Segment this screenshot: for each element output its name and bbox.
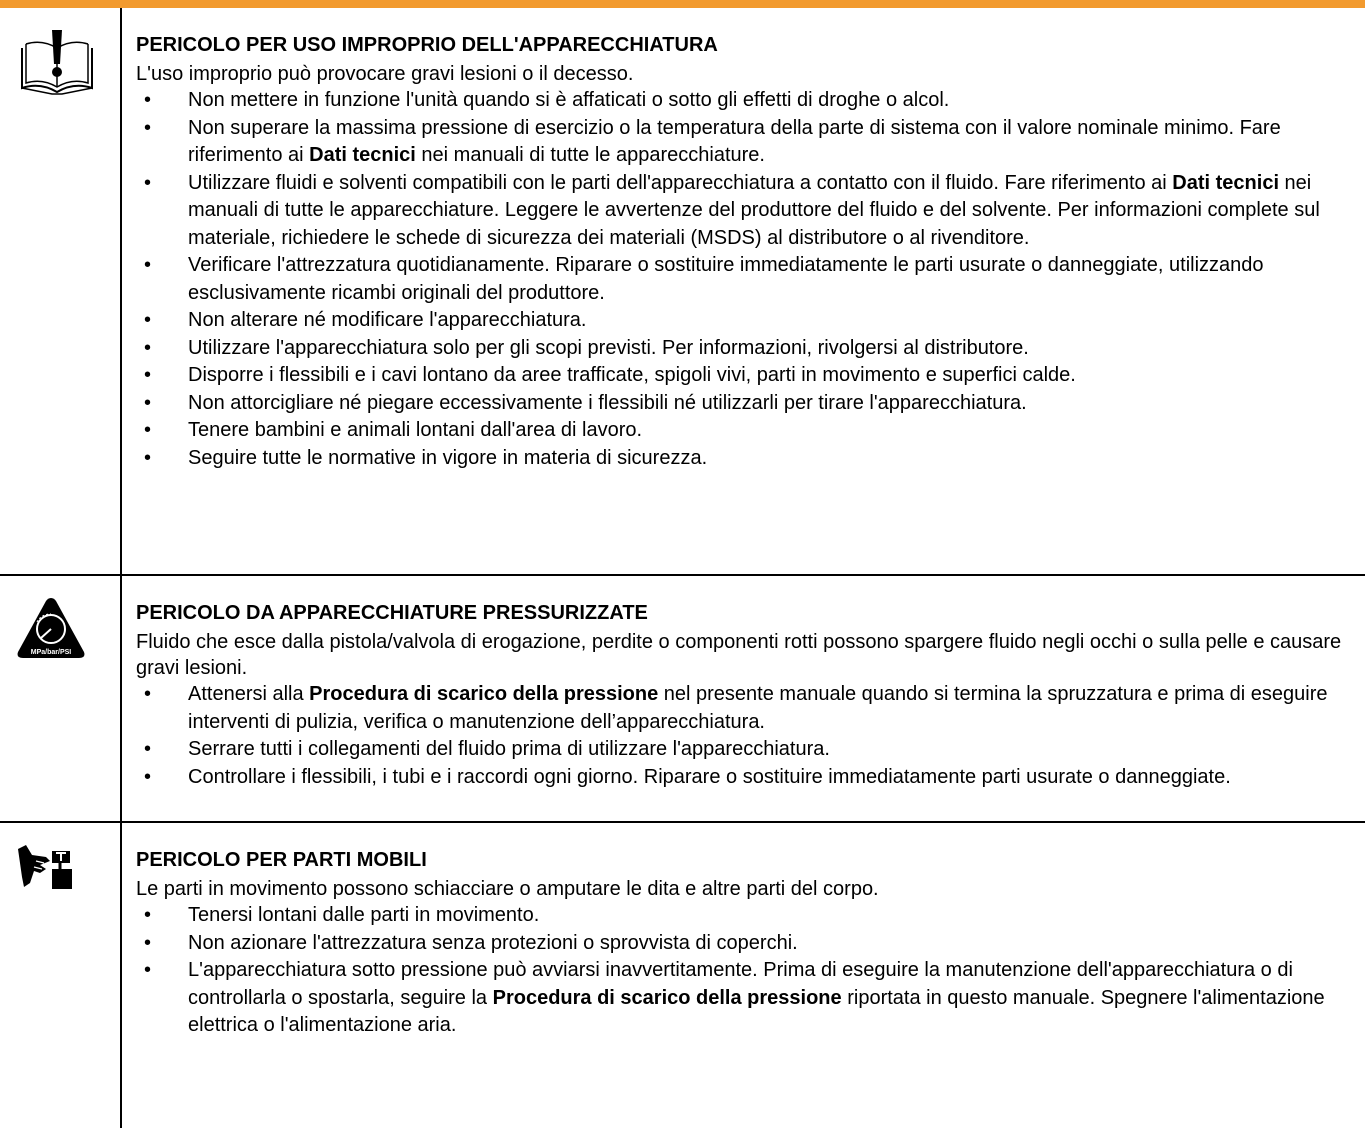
warning-row-moving-parts — [0, 822, 1365, 1128]
bullet-item: • Verificare l'attrezzatura quotidianamente. Riparare o sostituire immediatamente le parti usurate o danneggiate, utilizzando esclusivamente ricambi originali del produttore. — [136, 252, 1359, 307]
section-title: PERICOLO DA APPARECCHIATURE PRESSURIZZATE — [136, 602, 648, 624]
bullet-item: • Attenersi alla Procedura di scarico della pressione nel presente manuale quando si termina la spruzzatura e prima di eseguire interventi di pulizia, verifica o manutenzione dell’apparecchiatura. — [136, 681, 1359, 736]
icon-cell — [0, 822, 121, 1128]
text-cell — [121, 8, 1365, 575]
manual-read-warning-icon — [16, 28, 98, 98]
icon-cell — [0, 575, 121, 822]
bullet-item: • Non azionare l'attrezzatura senza protezioni o sprovvista di coperchi. — [136, 930, 1359, 958]
bullet-list — [136, 87, 1359, 472]
warning-row-misuse — [0, 8, 1365, 575]
bullet-item: • Seguire tutte le normative in vigore in materia di sicurezza. — [136, 445, 1359, 473]
section-title: PERICOLO PER PARTI MOBILI — [136, 849, 427, 871]
section-title: PERICOLO PER USO IMPROPRIO DELL'APPARECCHIATURA — [136, 34, 718, 56]
top-accent-bar — [0, 0, 1365, 8]
bullet-list — [136, 681, 1359, 791]
bullet-item: • Serrare tutti i collegamenti del fluido prima di utilizzare l'apparecchiatura. — [136, 736, 1359, 764]
section-intro: Le parti in movimento possono schiacciare o amputare le dita e altre parti del corpo. — [136, 878, 879, 900]
bullet-item: • Tenere bambini e animali lontani dall'area di lavoro. — [136, 417, 1359, 445]
bullet-item: • Non mettere in funzione l'unità quando si è affaticati o sotto gli effetti di droghe o alcol. — [136, 87, 1359, 115]
warning-row-pressurized — [0, 575, 1365, 822]
pressure-gauge-warning-icon — [16, 596, 86, 660]
bullet-item: • Non alterare né modificare l'apparecchiatura. — [136, 307, 1359, 335]
bullet-item: • Utilizzare l'apparecchiatura solo per gli scopi previsti. Per informazioni, rivolgersi al distributore. — [136, 335, 1359, 363]
text-cell — [121, 822, 1365, 1128]
bullet-item: • Tenersi lontani dalle parti in movimento. — [136, 902, 1359, 930]
bullet-item: • Controllare i flessibili, i tubi e i raccordi ogni giorno. Riparare o sostituire immediatamente parti usurate o danneggiate. — [136, 764, 1359, 792]
text-cell — [121, 575, 1365, 822]
bullet-item: • Non attorcigliare né piegare eccessivamente i flessibili né utilizzarli per tirare l'apparecchiatura. — [136, 390, 1359, 418]
bullet-item: • Disporre i flessibili e i cavi lontano da aree trafficate, spigoli vivi, parti in movimento e superfici calde. — [136, 362, 1359, 390]
section-intro: L'uso improprio può provocare gravi lesioni o il decesso. — [136, 63, 634, 85]
section-intro: Fluido che esce dalla pistola/valvola di erogazione, perdite o componenti rotti possono spargere fluido negli occhi o sulla pelle e causare gravi lesioni. — [136, 631, 1342, 679]
icon-cell — [0, 8, 121, 575]
bullet-item: • Utilizzare fluidi e solventi compatibili con le parti dell'apparecchiatura a contatto con il fluido. Fare riferimento ai Dati tecnici nei manuali di tutte le apparecchiature. Leggere le avvertenze del produttore del fluido e del solvente. Per informazioni complete sul materiale, richiedere le schede di sicurezza dei materiali (MSDS) al distributore o al rivenditore. — [136, 170, 1359, 253]
bullet-item: • Non superare la massima pressione di esercizio o la temperatura della parte di sistema con il valore nominale minimo. Fare riferimento ai Dati tecnici nei manuali di tutte le apparecchiature. — [136, 115, 1359, 170]
bullet-list — [136, 902, 1359, 1040]
warning-table — [0, 8, 1365, 1128]
pressure-units-label: MPa/bar/PSI — [30, 649, 72, 656]
moving-parts-hand-icon — [16, 843, 76, 891]
bullet-item: • L'apparecchiatura sotto pressione può avviarsi inavvertitamente. Prima di eseguire la manutenzione dell'apparecchiatura o di controllarla o spostarla, seguire la Procedura di scarico della pressione riportata in questo manuale. Spegnere l'alimentazione elettrica o l'alimentazione aria. — [136, 957, 1359, 1040]
